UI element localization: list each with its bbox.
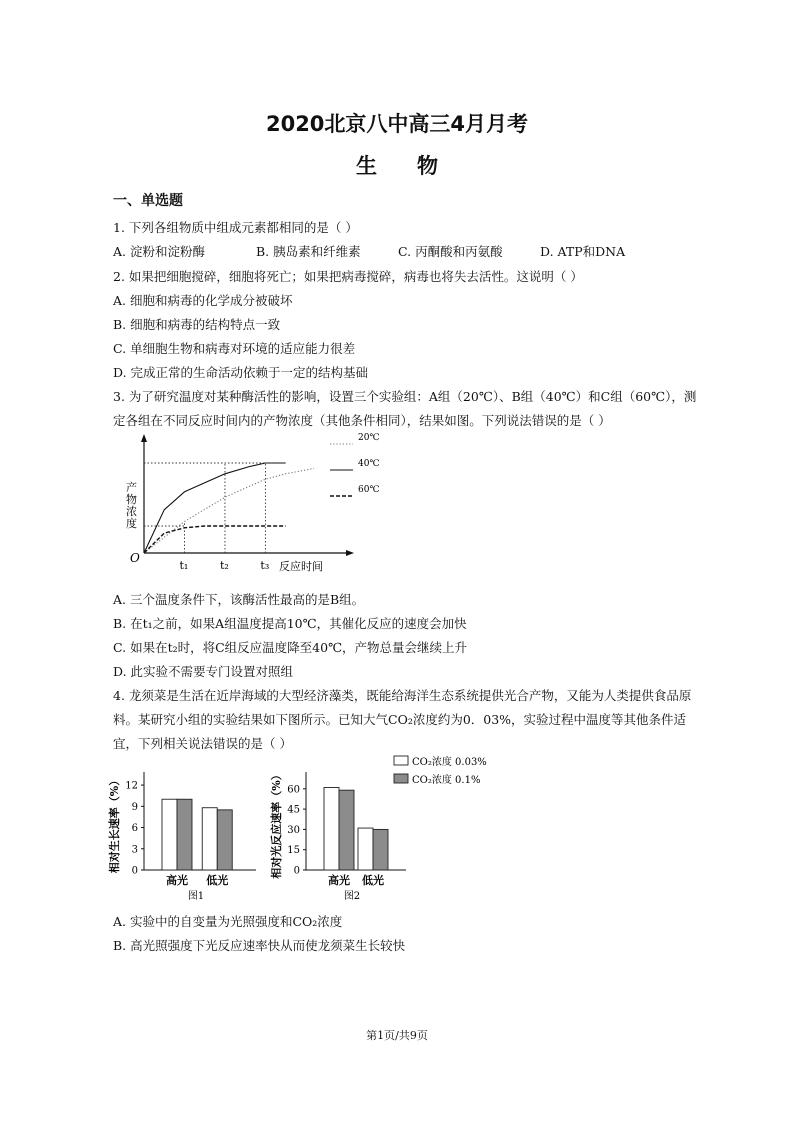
chart2-y-tick-label: 60 [287, 784, 300, 796]
chart1-category-label: 高光 [166, 874, 188, 887]
q3-stem-line1: 3. 为了研究温度对某种酶活性的影响，设置三个实验组：A组（20℃）、B组（40℃）和C组（60℃），测 [113, 389, 697, 404]
chart2-bar [324, 787, 339, 870]
chart2-title: 图2 [343, 891, 361, 902]
legend-label-co2-1: CO₂浓度 0.03% [412, 757, 487, 768]
series-line-2 [144, 463, 286, 553]
q2-option-c: C. 单细胞生物和病毒对环境的适应能力很差 [113, 341, 356, 356]
chart2-y-tick-label: 30 [287, 824, 300, 836]
page-footer: 第1页/共9页 [366, 1029, 428, 1042]
q2-option-a: A. 细胞和病毒的化学成分被破坏 [113, 293, 293, 308]
chart2-y-tick-label: 45 [287, 804, 300, 816]
q3-option-b: B. 在t₁之前，如果A组温度提高10℃，其催化反应的速度会加快 [113, 616, 467, 631]
legend-label-co2-2: CO₂浓度 0.1% [412, 775, 481, 786]
q3-option-c: C. 如果在t₂时，将C组反应温度降至40℃，产物总量会继续上升 [113, 640, 468, 655]
y-axis-label-char: 物 [126, 493, 137, 506]
q1-option-c: C. 丙酮酸和丙氨酸 [398, 244, 503, 259]
q1-stem: 1. 下列各组物质中组成元素都相同的是（ ） [113, 220, 358, 235]
legend-swatch-co2-1 [394, 756, 408, 765]
chart1-category-label: 低光 [206, 874, 229, 887]
q4-option-b: B. 高光照强度下光反应速率快从而使龙须菜生长较快 [113, 938, 406, 953]
x-axis-label: 反应时间 [279, 560, 323, 573]
y-axis-label-char: 产 [126, 481, 137, 494]
chart1-bar [202, 808, 217, 870]
chart1-title: 图1 [187, 891, 205, 902]
q3-stem-line2: 定各组在不同反应时间内的产物浓度（其他条件相同），结果如图。下列说法错误的是（ ） [113, 413, 611, 428]
chart2-category-label: 高光 [328, 874, 350, 887]
chart1-y-tick-label: 9 [131, 801, 138, 813]
legend-label-3: 60℃ [358, 485, 380, 495]
x-tick-label-3: t₃ [260, 559, 270, 572]
legend-label-2: 40℃ [358, 459, 380, 469]
y-axis-arrow [141, 434, 147, 442]
q4-stem-line2: 料。某研究小组的实验结果如下图所示。已知大气CO₂浓度约为0．03%，实验过程中温度等其他条件适 [113, 712, 687, 727]
origin-label: O [130, 551, 140, 565]
chart1-y-tick-label: 3 [131, 844, 138, 856]
x-axis-arrow [346, 550, 354, 556]
chart2-bar [358, 828, 373, 870]
q4-stem-line1: 4. 龙须菜是生活在近岸海域的大型经济藻类，既能给海洋生态系统提供光合产物，又能为人类提供食品原 [113, 688, 692, 703]
chart1-bar [177, 799, 192, 870]
q3-option-d: D. 此实验不需要专门设置对照组 [113, 664, 294, 679]
q4-option-a: A. 实验中的自变量为光照强度和CO₂浓度 [113, 914, 343, 929]
y-axis-label-char: 度 [126, 517, 137, 530]
legend-swatch-co2-2 [394, 774, 408, 783]
x-tick-label-2: t₂ [219, 559, 229, 572]
section-heading: 一、单选题 [113, 193, 183, 209]
q2-option-b: B. 细胞和病毒的结构特点一致 [113, 317, 281, 332]
q1-option-d: D. ATP和DNA [540, 244, 626, 259]
q3-option-a: A. 三个温度条件下，该酶活性最高的是B组。 [113, 592, 365, 607]
chart2-category-label: 低光 [362, 874, 384, 887]
enzyme-line-chart [110, 432, 410, 582]
exam-title: 2020北京八中高三4月月考 [265, 112, 529, 136]
chart2-y-tick-label: 15 [287, 845, 300, 857]
chart2-y-axis-label: 相对光反应速率（%） [270, 769, 283, 879]
chart1-y-tick-label: 0 [131, 865, 138, 877]
y-axis-label [126, 480, 137, 530]
series-line-3 [144, 526, 286, 553]
chart2-bar [373, 829, 388, 870]
legend-label-1: 20℃ [358, 433, 380, 443]
chart2-y-tick-label: 0 [293, 865, 300, 877]
chart1-y-tick-label: 12 [125, 780, 138, 792]
algae-bar-charts [110, 752, 510, 902]
q1-option-b: B. 胰岛素和纤维素 [256, 244, 361, 259]
q1-option-a: A. 淀粉和淀粉酶 [113, 244, 205, 259]
chart1-y-axis-label: 相对生长速率（%） [108, 774, 121, 874]
chart1-y-tick-label: 6 [131, 823, 138, 835]
series-line-1 [144, 468, 314, 553]
chart1-bar [217, 810, 232, 870]
subject-heading: 生物 [356, 154, 478, 178]
chart1-bar [162, 799, 177, 870]
chart2-bar [339, 790, 354, 870]
y-axis-label-char: 浓 [126, 505, 137, 518]
q2-stem: 2. 如果把细胞搅碎，细胞将死亡；如果把病毒搅碎，病毒也将失去活性。这说明（ ） [113, 269, 583, 284]
x-tick-label-1: t₁ [179, 559, 189, 572]
q4-stem-line3: 宜，下列相关说法错误的是（ ） [113, 736, 292, 751]
q2-option-d: D. 完成正常的生命活动依赖于一定的结构基础 [113, 365, 369, 380]
